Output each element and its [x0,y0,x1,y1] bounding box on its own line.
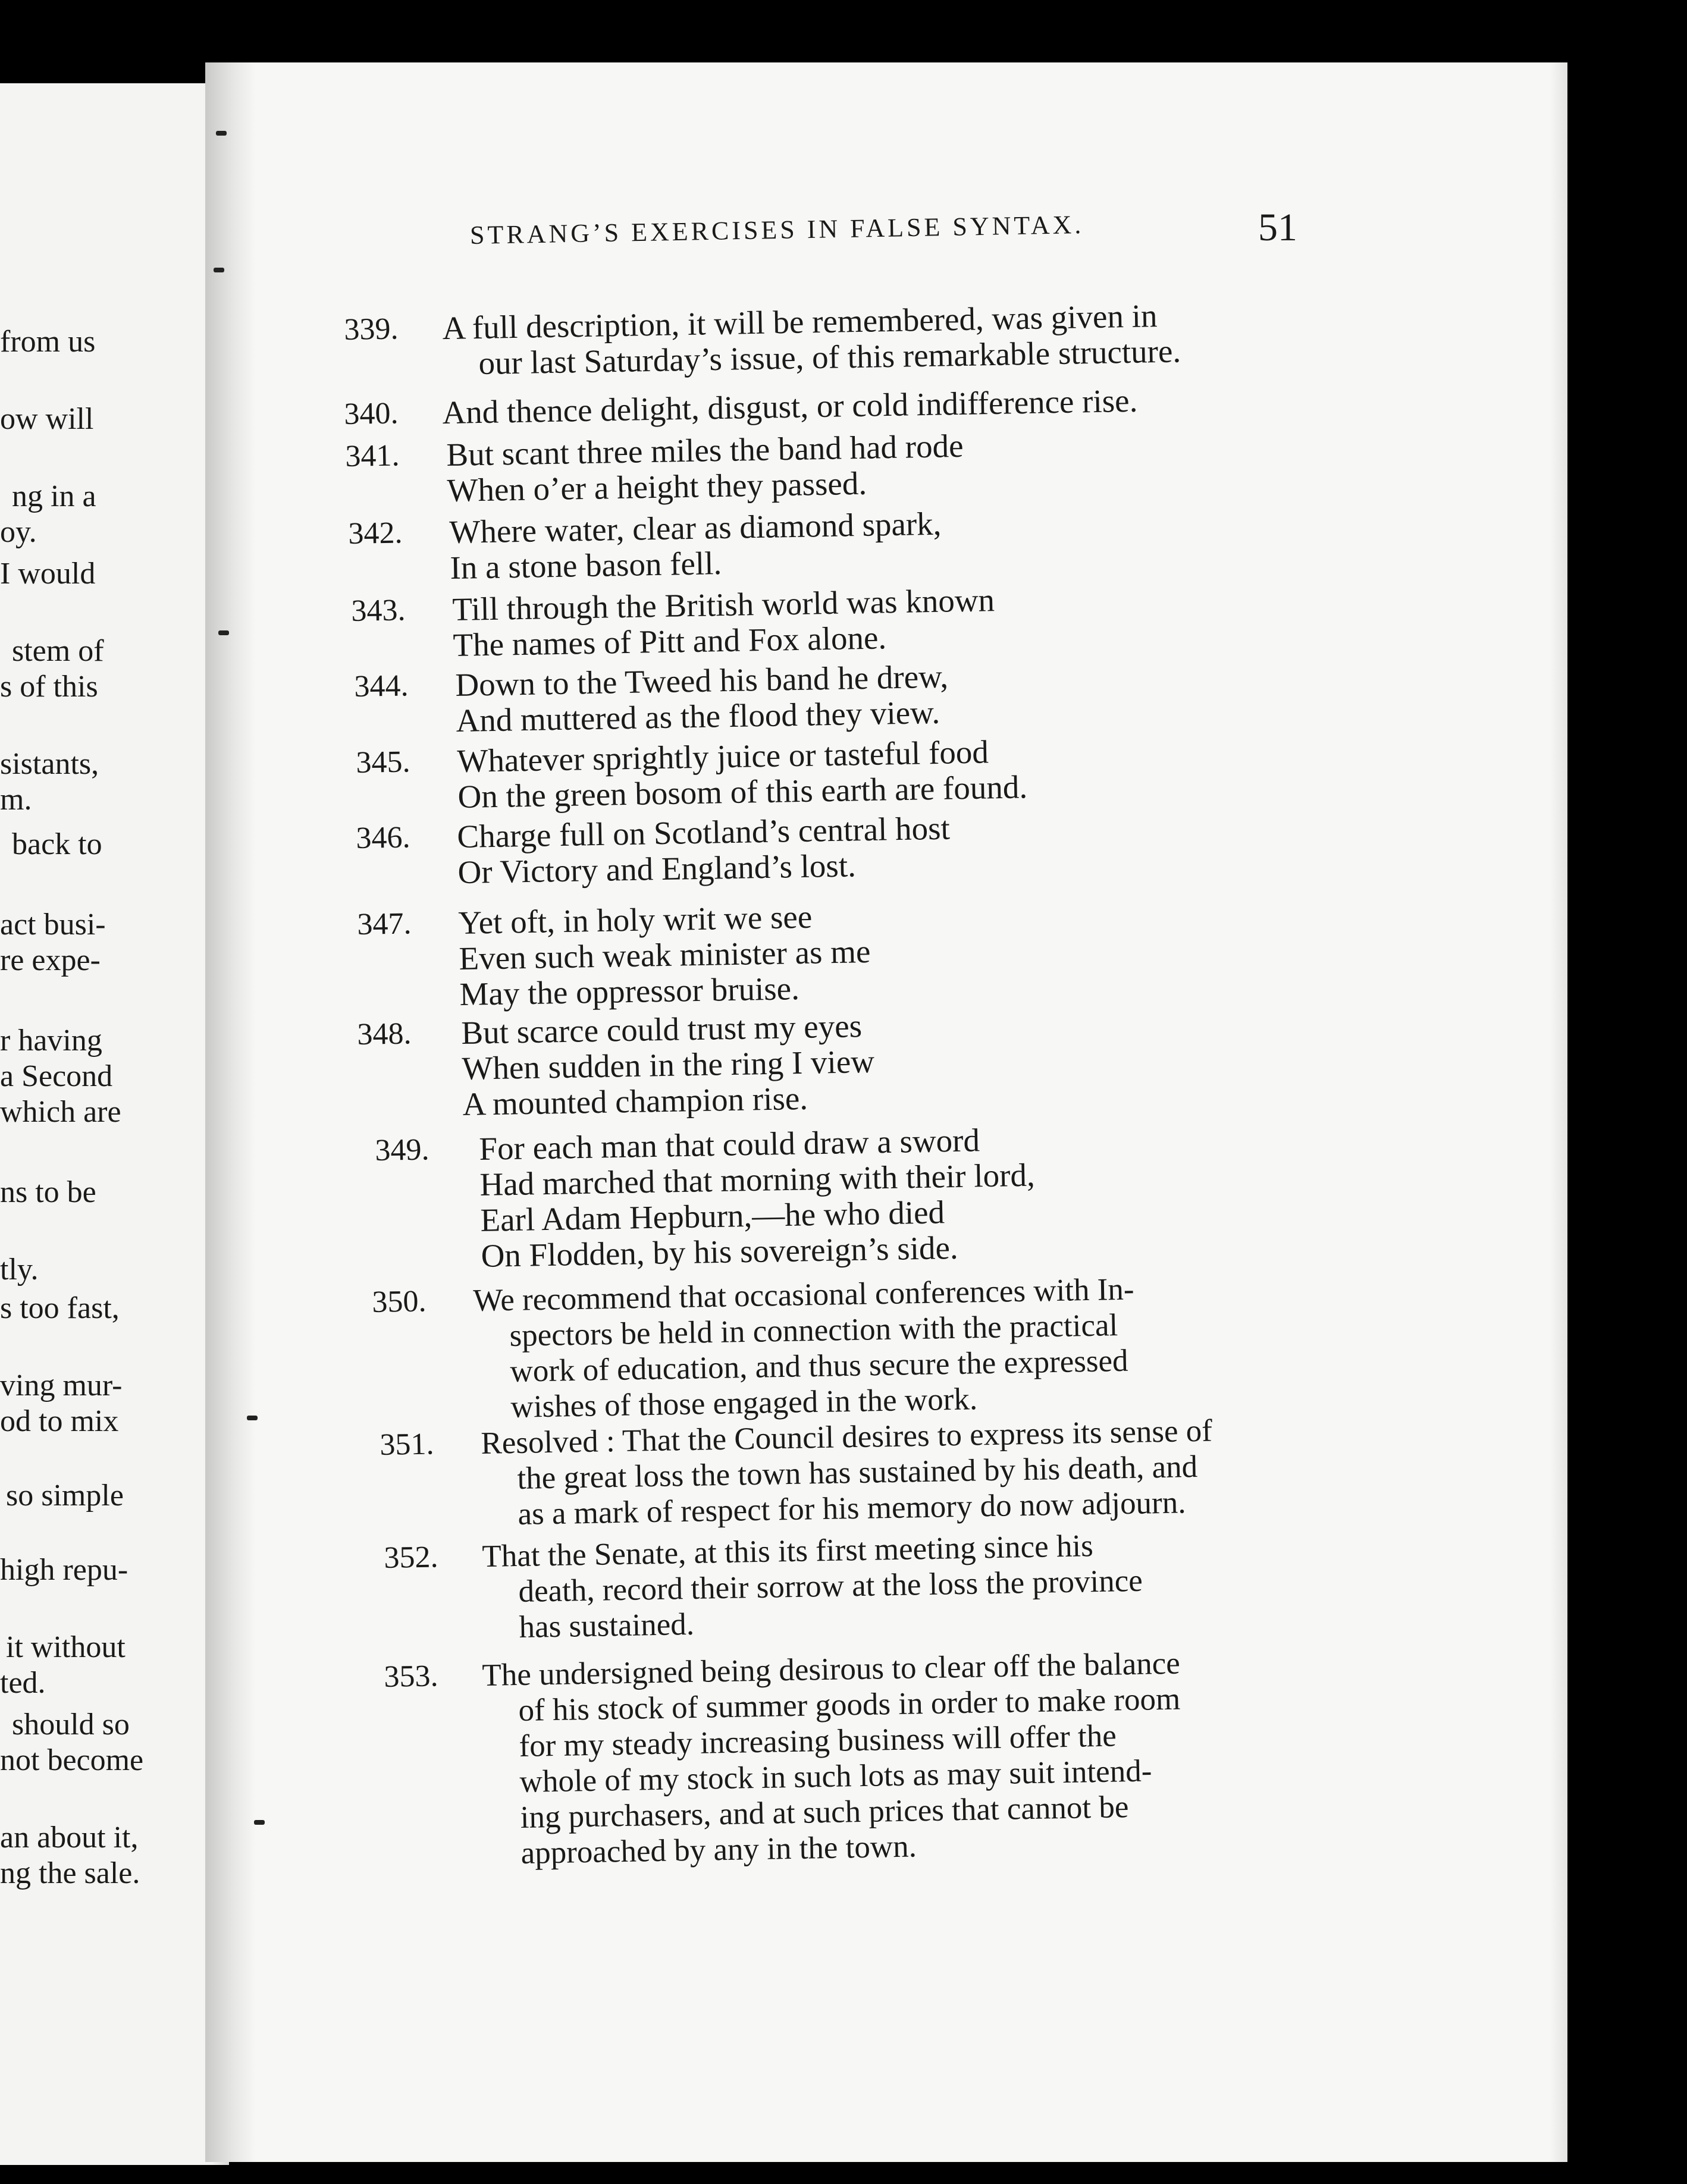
exercise-line: And thence delight, disgust, or cold indifference rise. [441,382,1138,431]
exercise-line: Where water, clear as diamond spark, [449,505,942,551]
exercise-line: We recommend that occasional conferences with In- [472,1272,1135,1319]
exercise-line: work of education, and thus secure the expressed [510,1343,1128,1389]
page-number: 51 [1258,206,1297,249]
left-page-line: tly. [0,1253,39,1286]
exercise-line: of his stock of summer goods in order to make room [518,1681,1181,1728]
left-page-line: m. [0,783,32,817]
exercise-number: 350. [372,1284,427,1319]
exercise-line: Yet oft, in holy writ we see [457,898,813,942]
exercise-line: In a stone bason fell. [450,545,722,586]
exercise-line: Down to the Tweed his band he drew, [454,658,949,704]
page-edge [1550,62,1567,2162]
exercise-number: 342. [348,516,403,551]
exercise-line: Till through the British world was known [451,582,995,628]
binding-mark [218,630,229,635]
exercise-text [482,1646,1184,1872]
exercise-line: wishes of those engaged in the work. [510,1382,978,1424]
exercise-line: Whatever sprightly juice or tasteful food [456,733,989,780]
exercise-text [457,811,951,890]
exercise-text [452,582,996,663]
left-page-line: ng in a [12,479,96,513]
exercise-line: Charge full on Scotland’s central host [456,809,951,855]
left-page-line: it without [6,1630,126,1664]
exercise-line: approached by any in the town. [520,1829,917,1871]
exercise-text [446,428,964,509]
exercise-text [455,659,949,739]
exercise-line: On Flodden, by his sovereign’s side. [481,1229,959,1274]
exercise-line: When sudden in the ring I view [462,1043,875,1087]
exercise-number: 341. [345,438,400,473]
exercise-line: May the oppressor bruise. [459,970,800,1013]
exercise-text [461,1008,875,1122]
exercise-number: 352. [384,1540,438,1575]
exercise-line: for my steady increasing business will offer the [519,1718,1117,1764]
left-page-line: s too fast, [0,1291,120,1325]
exercise-line: But scarce could trust my eyes [460,1008,863,1051]
exercise-line: our last Saturday’s issue, of this remarkable structure. [478,332,1181,382]
left-page-line: ted. [0,1666,46,1700]
exercise-number: 348. [357,1016,412,1052]
left-page-line: a Second [0,1059,113,1093]
exercise-line: A full description, it will be remembered, was given in [441,297,1158,347]
exercise-number: 339. [344,312,399,347]
exercise-text [458,898,871,1012]
left-page-line: stem of [12,634,104,668]
exercise-line: the great loss the town has sustained by his death, and [517,1449,1198,1496]
exercise-line: When o’er a height they passed. [447,465,867,509]
exercise-number: 343. [351,593,406,628]
exercise-number: 347. [357,906,412,942]
exercise-line: spectors be held in connection with the practical [509,1308,1118,1353]
exercise-line: Or Victory and England’s lost. [457,847,857,891]
exercise-line: death, record their sorrow at the loss the province [518,1563,1143,1609]
exercise-line: For each man that could draw a sword [478,1122,980,1167]
left-page-line: s of this [0,670,98,704]
left-page-line: back to [12,827,102,861]
exercise-line: The undersigned being desirous to clear off the balance [481,1646,1181,1693]
exercise-number: 344. [354,669,409,704]
left-page-line: od to mix [0,1404,119,1438]
left-page-line: which are [0,1095,121,1129]
left-page-line: act busi- [0,908,106,942]
exercise-number: 353. [384,1659,438,1694]
exercise-line: ing purchasers, and at such prices that cannot be [520,1790,1129,1835]
running-header: STRANG’S EXERCISES IN FALSE SYNTAX. [469,209,1084,250]
exercise-line: The names of Pitt and Fox alone. [453,619,887,664]
exercise-line: And muttered as the flood they view. [456,694,940,739]
exercise-text [473,1272,1136,1426]
left-page-line: r having [0,1024,102,1058]
left-page-line: so simple [6,1479,124,1513]
left-page-line: ns to be [0,1175,96,1209]
binding-mark [247,1416,258,1420]
left-page-line: I would [0,557,96,591]
left-page-line: oy. [0,515,37,549]
left-page-line: sistants, [0,747,99,781]
exercise-line: Had marched that morning with their lord, [479,1156,1036,1203]
exercise-text [442,297,1181,382]
exercise-text [479,1122,1036,1274]
exercise-number: 349. [375,1132,429,1168]
exercise-line: A mounted champion rise. [462,1080,808,1122]
exercise-text [457,733,1028,815]
book-spine-shadow [205,62,256,2162]
exercise-text [482,1527,1143,1646]
left-page-fragment [0,83,229,2165]
exercise-line: has sustained. [519,1606,695,1645]
exercise-line: Resolved : That the Council desires to express its sense of [480,1413,1213,1461]
exercise-number: 351. [380,1427,434,1462]
exercise-number: 345. [356,745,410,780]
left-page-line: re expe- [0,943,101,977]
left-page-line: ving mur- [0,1369,123,1402]
binding-mark [216,131,227,136]
exercise-line: On the green bosom of this earth are found. [457,768,1028,815]
exercise-number: 346. [356,820,410,855]
left-page-line: an about it, [0,1821,139,1854]
binding-mark [214,268,224,272]
exercise-text [481,1413,1214,1533]
exercise-line: as a mark of respect for his memory do now adjourn. [518,1485,1186,1532]
exercise-line: Earl Adam Hepburn,—he who died [480,1194,945,1238]
left-page-line: high repu- [0,1553,128,1587]
exercise-line: But scant three miles the band had rode [446,427,964,473]
exercise-line: Even such weak minister as me [459,933,871,977]
binding-mark [254,1820,265,1825]
left-page-line: from us [0,325,96,359]
exercise-line: That the Senate, at this its first meeting since his [481,1529,1094,1574]
exercise-text [449,506,942,586]
left-page-line: should so [12,1708,130,1741]
exercise-line: whole of my stock in such lots as may suit intend- [519,1753,1152,1800]
left-page-line: ow will [0,402,94,436]
left-page-line: not become [0,1743,144,1777]
exercise-number: 340. [344,396,399,431]
left-page-line: ng the sale. [0,1856,140,1890]
